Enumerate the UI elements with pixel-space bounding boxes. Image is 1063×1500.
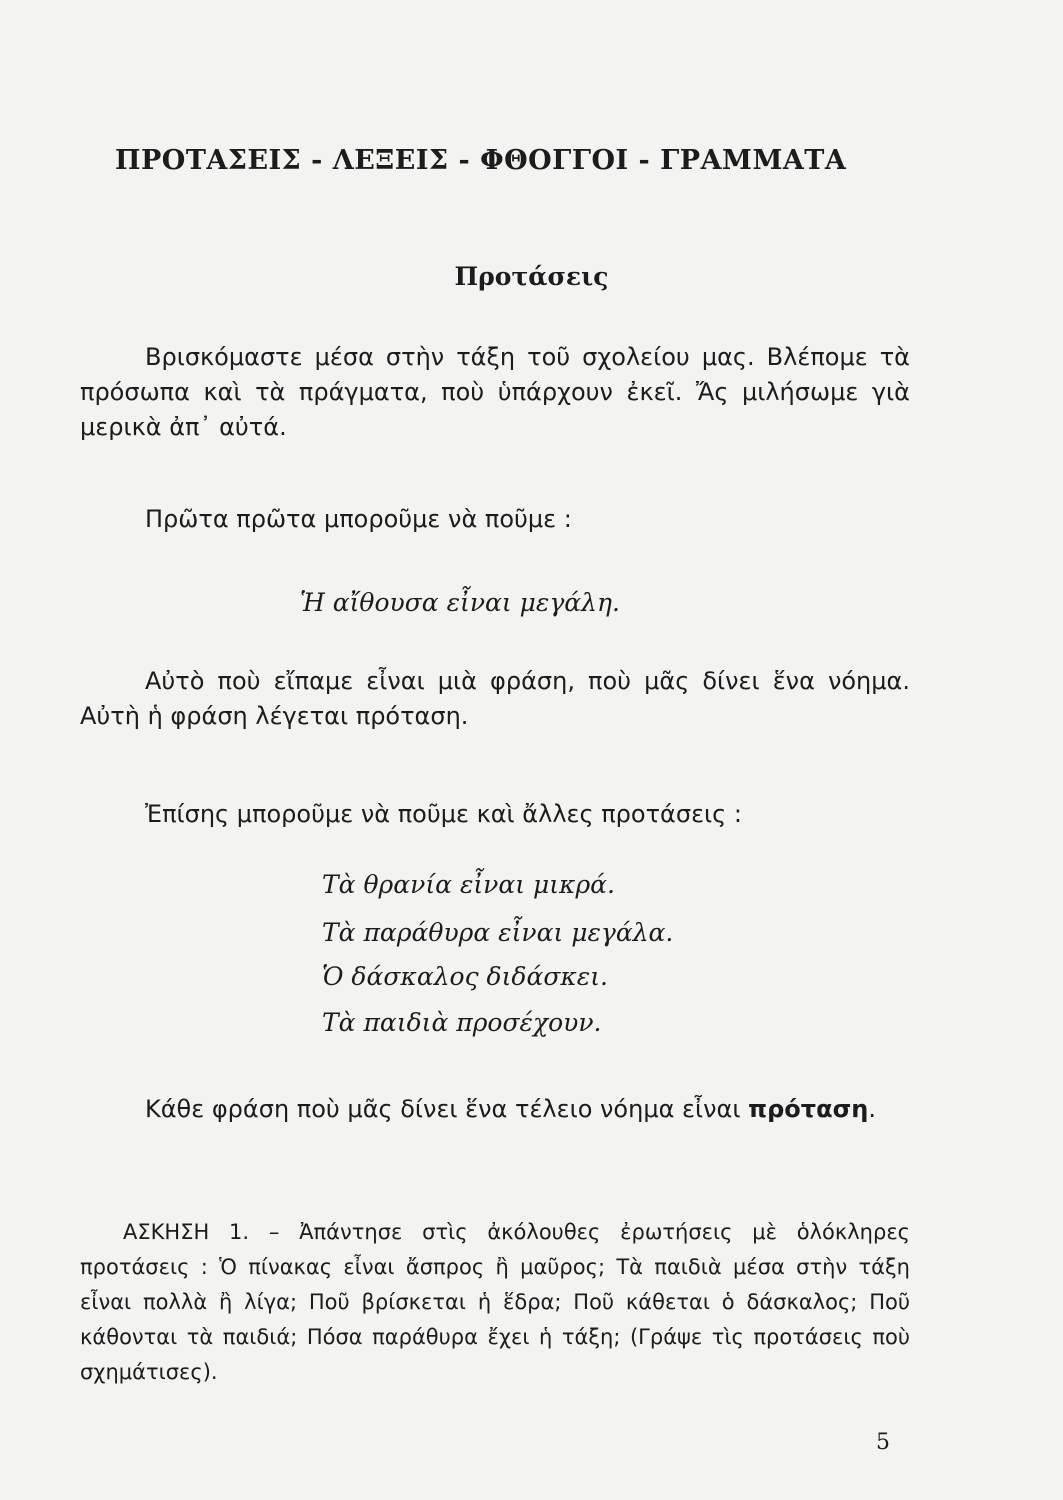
page-number: 5: [876, 1430, 890, 1455]
example-sentence: Ἡ αἴθουσα εἶναι μεγάλη.: [300, 588, 620, 617]
exercise-1: ΑΣΚΗΣΗ 1. – Ἀπάντησε στὶς ἀκόλουθες ἐρωτήσεις μὲ ὁλόκληρες προτάσεις : Ὁ πίνακας εἶναι ἄσπρος ἢ μαῦρος; Τὰ παιδιὰ μέσα στὴν τάξη εἶναι πολλὰ ἢ λίγα; Ποῦ βρίσκεται ἡ ἕδρα; Ποῦ κάθεται ὁ δάσκαλος; Ποῦ κάθονται τὰ παιδιά; Πόσα παράθυρα ἔχει ἡ τάξη; (Γράψε τὶς προτάσεις ποὺ σχημάτισες).: [80, 1220, 910, 1384]
paragraph-other-sentences: Ἐπίσης μποροῦμε νὰ ποῦμε καὶ ἄλλες προτάσεις :: [145, 800, 742, 828]
example-sentence: Τὰ θρανία εἶναι μικρά.: [322, 870, 615, 899]
example-sentence: Τὰ παιδιὰ προσέχουν.: [322, 1008, 602, 1037]
section-title: Προτάσεις: [454, 262, 609, 291]
paragraph-first-sentence: Πρῶτα πρῶτα μποροῦμε νὰ ποῦμε :: [145, 505, 572, 533]
rule-end: .: [868, 1095, 876, 1123]
paragraph-intro: Βρισκόμαστε μέσα στὴν τάξη τοῦ σχολείου μας. Βλέπομε τὰ πρόσωπα καὶ τὰ πράγματα, ποὺ ὑπάρχουν ἐκεῖ. Ἄς μιλήσωμε γιὰ μερικὰ ἀπ᾽ αὐτά.: [80, 343, 910, 441]
rule-text: Κάθε φράση ποὺ μᾶς δίνει ἕνα τέλειο νόημα εἶναι: [145, 1095, 749, 1123]
example-sentence: Τὰ παράθυρα εἶναι μεγάλα.: [322, 918, 674, 947]
chapter-title: ΠΡΟΤΑΣΕΙΣ - ΛΕΞΕΙΣ - ΦΘΟΓΓΟΙ - ΓΡΑΜΜΑΤΑ: [115, 145, 847, 176]
paragraph-rule: [80, 1092, 910, 1127]
paragraph-definition-phrase: Αὐτὸ ποὺ εἴπαμε εἶναι μιὰ φράση, ποὺ μᾶς δίνει ἕνα νόημα. Αὐτὴ ἡ φράση λέγεται πρόταση.: [80, 667, 910, 730]
example-sentence: Ὁ δάσκαλος διδάσκει.: [322, 962, 608, 991]
rule-keyword: πρόταση: [748, 1095, 869, 1123]
